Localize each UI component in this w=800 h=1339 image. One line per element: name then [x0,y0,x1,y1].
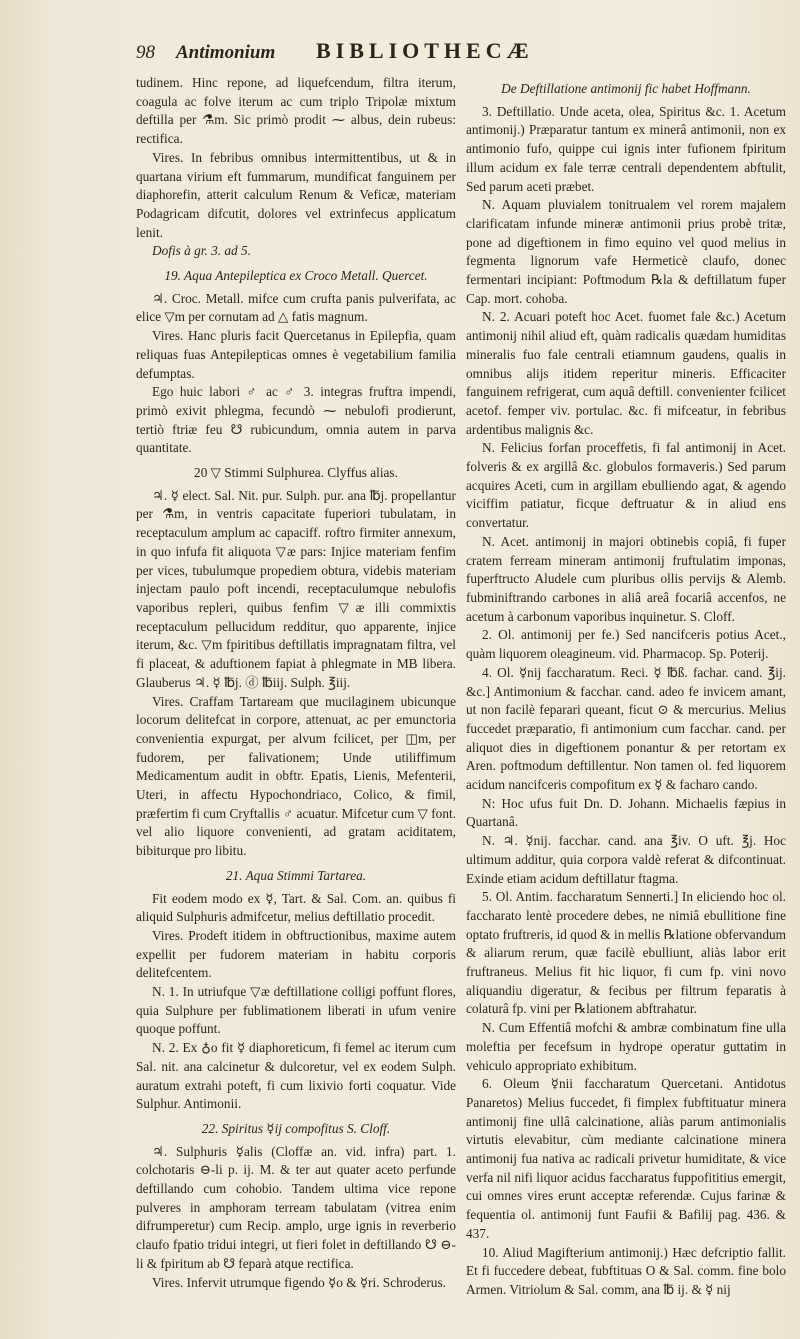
right-paragraph: N. Cum Effentiâ mofchi & ambræ combinatum fine ulla moleftia per fecefsum in hydrope operatur guttatim in vehiculo appropriato exhibitum. [466,1020,786,1073]
page-number: 98 [136,42,155,63]
left-paragraph: 22. Spiritus ☿ij compofitus S. Cloff. [201,1120,391,1136]
right-paragraph: N. Aquam pluvialem tonitrualem vel rorem majalem clarificatam infunde mineræ antimonii prius probè tritæ, pone ad digeftionem in fimo equino vel quod melius in fegmenta lignorum vafe Hermeticè claufo, donec fermentari incipiant: Poftmodum ℞la & deftillatum fuper Cap. mort. cohoba. [466,197,786,306]
left-paragraph: Vires. Prodeft itidem in obftructionibus, maxime autem expellit per fudorem materiam in habitu corporis delitefcentem. [136,927,456,981]
right-paragraph: 4. Ol. ☿nij faccharatum. Reci. ☿ ℔ß. fachar. cand. ℥ij. &c.] Antimonium & facchar. cand. adeo fe invicem amant, ut non facilè feparari queant, ficut ⊙ & mercurius. Melius fuccedet præparatio, fi antimonium cum facchar. cand. per aliquot dies in digeftionem ponantur & per retortam ex Aren. poftmodum deftillentur. Non tamen ol. fed liquorem acidum nancifceris compofitum ex ☿ & facharo cando. [466,664,786,793]
left-paragraph: 21. Aqua Stimmi Tartarea. [225,867,367,883]
left-paragraph: 19. Aqua Antepileptica ex Croco Metall. Quercet. [164,268,428,284]
text-columns [136,74,786,1300]
left-paragraph: Vires. Infervit utrumque figendo ☿o & ☿ri. Schroderus. [152,1274,446,1290]
right-paragraph: N. Acet. antimonij in majori obtinebis copiâ, fi fuper cratem ferream mineram antimonij fruftulatim imponas, fuperftructo Aludele cum pluribus ollis pervijs & Alemb. fubminiftrando carbones in aliâ areâ focariâ accenfos, ne acetum à carbonum vaporibus inquinetur. S. Cloff. [466,533,786,624]
left-paragraph: N. 1. In utriufque ▽æ deftillatione colligi poffunt flores, quia Sulphure per fublimationem liberati in ufum venire quoque poffunt. [136,984,456,1037]
right-paragraph: 2. Ol. antimonij per fe.) Sed nancifceris potius Acet., quàm liquorem oleagineum. vid. Pharmacop. Sp. Poterij. [466,627,786,662]
right-paragraph: De Deftillatione antimonij fic habet Hoffmann. [501,81,751,96]
right-paragraph: N. Felicius forfan proceffetis, fi fal antimonij in Acet. folveris & ex argillâ &c. globulos formaveris.) Sed parum acquires Aceti, cum in argillam ebulliendo agat, & agendo viciffim patiatur, ficque deftruatur & in aliud ens convertatur. [466,440,786,531]
left-paragraph: N. 2. Ex ♁o fit ☿ diaphoreticum, fi femel ac iterum cum Sal. nit. ana calcinetur & dulcoretur, vel ex eodem Sulph. auratum extrahi poteft, fi cum lixivio forti coquatur. Vide Sulphur. Antimonii. [136,1040,456,1112]
left-paragraph: Ego huic labori ♂ ac ♂ 3. integras fruftra impendi, primò exivit phlegma, fecundò ⁓ nebulofi prodierunt, tertiò ftriæ feu ☋ rubicundum, omnia autem in parva quantitate. [136,384,456,456]
left-paragraph: ♃. Sulphuris ☿alis (Cloffæ an. vid. infra) part. 1. colchotaris ⊖-li p. ij. M. & ter aut quater aceto perfunde deftillando cum cohobio. Tandem ultima vice repone pulveres in amphoram terream tabulatam (vitrea enim difrumperetur) cum Recip. amplo, urge ignis in reverberio claufo fpatio tridui integri, ut fieri folet in deftillando ☋ ⊖-li & fpiritum ab ☋ feparà atque rectifica. [136,1143,456,1271]
right-paragraph: 10. Aliud Magifterium antimonij.) Hæc defcriptio fallit. Et fi fuccedere debeat, fubftituas O & Sal. comm. fine bolo Armen. Vitriolum & Sal. comm, ana ℔ ij. & ☿ nij [466,1244,786,1297]
left-paragraph: 20 ▽ Stimmi Sulphurea. Clyffus alias. [194,465,398,481]
left-paragraph: ♃. ☿ elect. Sal. Nit. pur. Sulph. pur. ana ℔j. propellantur per ⚗m, in ventris capacitate fuperiori tubulatam, in receptaculum amplum ac capaciff. roftro firmiter annexum, in quo infufa fit aliquota ▽æ pars: Injice materiam fenfim per vices, tubulumque propediem obtura, videbis materiam injectam paulo poft incendi, receptaculumque nebulofis vaporibus repleri, quibus fenfim ▽æ illi commixtis receptaculum pellucidum redditur, quo apparente, injice iterum, &c. ▽m fpiritibus deftillatis impragnatam filtra, vel fi placeat, & aduftionem fapiat à phlegmate in MB libera. Glauberus ♃. ☿ ℔j. ⓓ ℔iij. Sulph. ℥iij. [136,487,456,690]
left-paragraph: Fit eodem modo ex ☿, Tart. & Sal. Com. an. quibus fi aliquid Sulphuris admifcetur, melius deftillatio procedit. [136,890,456,925]
right-paragraph: N. ♃. ☿nij. facchar. cand. ana ℥iv. O uft. ℥j. Hoc ultimum additur, quia corpora valdè referat & difcontinuat. Exinde etiam acidum deftillatur ftagma. [466,833,786,886]
left-column [136,74,456,1300]
right-paragraph: 3. Deftillatio. Unde aceta, olea, Spiritus &c. 1. Acetum antimonij.) Præparatur tantum ex minerâ antimonii, non ex antimonio fufo, quippe cui ignis inter fufionem fpiritum illum acidum ex fale terræ centrali dependentem abftulit, Sed parum aceti præbet. [466,103,786,194]
left-paragraph: Dofis à gr. 3. ad 5. [152,243,251,259]
left-paragraph: ♃. Croc. Metall. mifce cum crufta panis pulverifata, ac elice ▽m per cornutam ad △ fatis magnum. [136,290,456,325]
right-paragraph: N: Hoc ufus fuit Dn. D. Johann. Michaelis fæpius in Quartanâ. [466,795,786,830]
left-paragraph: Vires. Craffam Tartaream que mucilaginem ubicunque locorum delitefcat in corpore, attenuat, ac per emunctoria convenientia expurgat, per alvum fcilicet, per ◫m, per fudorem, per falivationem; Unde utiliffimum Medicamentum audit in obftr. Epatis, Lienis, Mefenterii, Uteri, in affectu Hypochondriaco, Colico, & fimil, præfertim fi cum Cryftallis ♂ acuatur. Mifcetur cum ▽ font. vel alio liquore convenienti, ad gratam aciditatem, bibiturque pro libitu. [136,693,456,859]
left-paragraph: tudinem. Hinc repone, ad liquefcendum, filtra iterum, coagula ac folve iterum ac cum triplo Tripolæ mixtum deftilla per ⚗m. Sic primò prodit ⁓ albus, dein rubeus: rectifica. [136,75,456,147]
right-paragraph: 6. Oleum ☿nii faccharatum Quercetani. Antidotus Panaretos) Melius fuccedet, fi fimplex fubftituatur minera antimonij fine ullâ calcinatione, aliàs parum antimonialis virtutis elevabitur, cùm mediante calcinatione minera antimonij fua nativa ac radicali privetur humiditate, & vice verfa nil nifi liquor acidus faccharatus fuppofititius emergit, cui omnes vires erunt acceptæ referendæ. Cujus farinæ & fequentia ol. antimonij funt Faufii & Bafilij pag. 436. & 437. [466,1076,786,1241]
right-paragraph: 5. Ol. Antim. faccharatum Sennerti.] In eliciendo hoc ol. faccharato lentè procedere debes, ne nimiâ ebullitione fine optato fruftreris, id quod & in mellis ℞latione obfervandum & aliarum rerum, quæ facilè ebulliunt, aliàs labor erit fruftraneus. Melius fit hic liquor, fi cum fp. vini novo aliquandiu digeratur, & fecibus per filtrum feparatis à colaturâ fp. vini per ℞lationem abftrahatur. [466,889,786,1017]
right-paragraph: N. 2. Acuari poteft hoc Acet. fuomet fale &c.) Acetum antimonij nihil aliud eft, quàm radicalis quædam humiditas mineralis fuo fale centrali etiamnum gaudens, qualis in omnibus alijs itidem reperitur mineris. Efficaciter fanguinem refrigerat, cum aquâ deftill. convenienter fcilicet acetof. femper viv. portulac. &c. fi mifceatur, in febribus ardentibus malignis &c. [466,309,786,437]
running-head-title: BIBLIOTHECÆ [316,38,534,63]
right-column [466,74,786,1300]
left-paragraph: Vires. In febribus omnibus intermittentibus, ut & in quartana virium eft fummarum, mundificat fanguinem per diaphorefin, atterit calculum Renum & Veficæ, materiam Podagricam difcutit, dolores vel extrinfecus applicatum lenit. [136,149,456,240]
left-paragraph: Vires. Hanc pluris facit Quercetanus in Epilepfia, quam reliquas fuas Antepilepticas omnes è vegetabilium familia defumptas. [136,328,456,381]
running-head [136,38,786,78]
running-head-left: Antimonium [176,42,276,63]
